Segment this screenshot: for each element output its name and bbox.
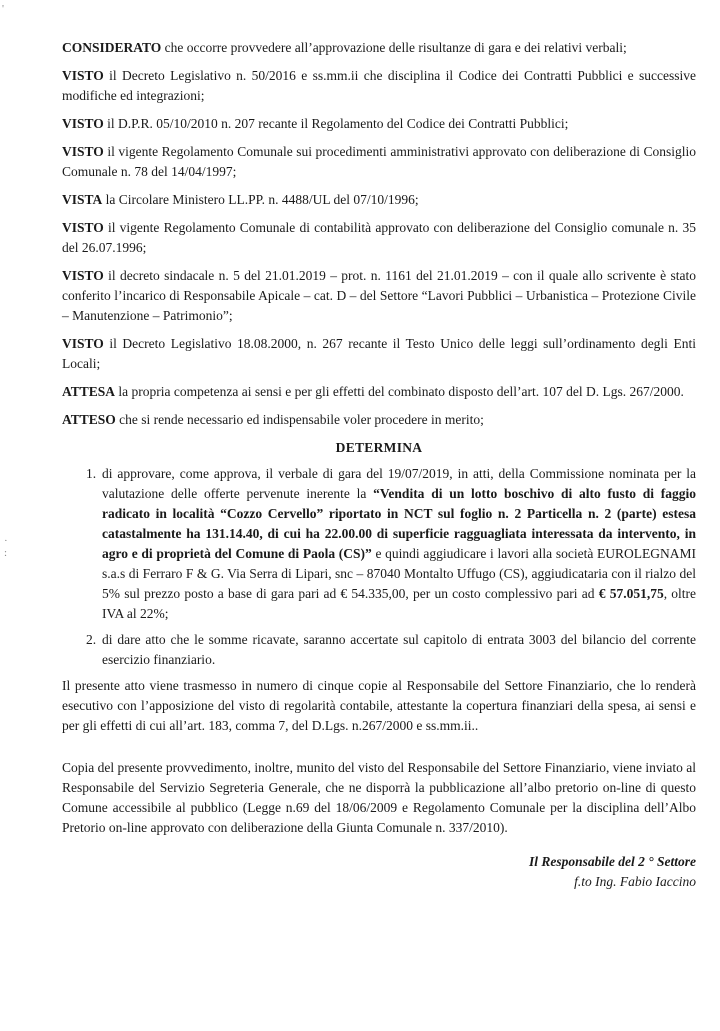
closing-paragraph: Il presente atto viene trasmesso in numero di cinque copie al Responsabile del Settore Finanziario, che lo renderà esecutivo con l’apposizione del visto di regolarità contabile, attestante la copertura finanziari della spesa, ai sensi e per gli effetti di cui all’art. 183, comma 7, del D.Lgs. n.267/2000 e ss.mm.ii..	[62, 678, 696, 733]
keyword: VISTO	[62, 336, 104, 351]
paragraph-text: il D.P.R. 05/10/2010 n. 207 recante il Regolamento del Codice dei Contratti Pubblici;	[107, 116, 569, 131]
paragraph-text: la propria competenza ai sensi e per gli effetti del combinato disposto dell’art. 107 del D. Lgs. 267/2000.	[118, 384, 684, 399]
visto-paragraph	[62, 66, 696, 106]
scan-artifact-mark: '	[2, 3, 4, 15]
keyword: VISTO	[62, 144, 104, 159]
signature-block	[62, 852, 696, 892]
determina-item	[62, 464, 696, 624]
determina-list	[62, 464, 696, 670]
keyword: ATTESA	[62, 384, 116, 399]
item-text: di dare atto che le somme ricavate, saranno accertate sul capitolo di entrata 3003 del bilancio del corrente esercizio finanziario.	[102, 632, 696, 667]
scan-artifact-mark: :	[4, 547, 8, 559]
item-number: 2.	[86, 632, 97, 647]
considerato-paragraph	[62, 38, 696, 58]
closing-paragraph: Copia del presente provvedimento, inoltre, munito del visto del Responsabile del Settore Finanziario, viene inviato al Responsabile del Servizio Segreteria Generale, che ne disporrà la pubblicazione all’albo pretorio on-line di questo Comune accessibile al pubblico (Legge n.69 del 18/06/2009 e Regolamento Comunale per la disciplina dell’Albo Pretorio on-line approvato con deliberazione della Giunta Comunale n. 337/2010).	[62, 760, 696, 835]
visto-paragraph	[62, 142, 696, 182]
keyword: ATTESO	[62, 412, 116, 427]
vista-paragraph	[62, 190, 696, 210]
paragraph-text: che occorre provvedere all’approvazione delle risultanze di gara e dei relativi verbali;	[164, 40, 627, 55]
paragraph-text: il decreto sindacale n. 5 del 21.01.2019 – prot. n. 1161 del 21.01.2019 – con il quale allo scrivente è stato conferito l’incarico di Responsabile Apicale – cat. D – del Settore “Lavori Pubblici – Urbanistica – Protezione Civile – Manutenzione – Patrimonio”;	[62, 268, 696, 323]
document-body	[62, 38, 696, 892]
item-bold-text: € 57.051,75	[598, 586, 664, 601]
keyword: VISTO	[62, 68, 104, 83]
attesa-paragraph	[62, 382, 696, 402]
item-text: e quindi aggiudicare i lavori alla società EUROLEGNAMI s.a.s di Ferraro F & G. Via Serra di Lipari, snc – 87040 Montalto Uffugo (CS), aggiudicataria con il rialzo del 5% sul prezzo posto a base di gara pari ad € 54.335,00, per un costo complessivo pari ad	[102, 546, 696, 601]
keyword: VISTO	[62, 220, 104, 235]
signature-name: f.to Ing. Fabio Iaccino	[574, 874, 696, 889]
determina-item	[62, 630, 696, 670]
keyword: VISTO	[62, 116, 104, 131]
visto-paragraph	[62, 266, 696, 326]
atteso-paragraph	[62, 410, 696, 430]
keyword: CONSIDERATO	[62, 40, 162, 55]
paragraph-text: che si rende necessario ed indispensabile voler procedere in merito;	[119, 412, 484, 427]
paragraph-text: il vigente Regolamento Comunale di contabilità approvato con deliberazione del Consiglio comunale n. 35 del 26.07.1996;	[62, 220, 696, 255]
paragraph-text: il vigente Regolamento Comunale sui procedimenti amministrativi approvato con deliberazione di Consiglio Comunale n. 78 del 14/04/1997;	[62, 144, 697, 179]
paragraph-text: il Decreto Legislativo n. 50/2016 e ss.mm.ii che disciplina il Codice dei Contratti Pubblici e successive modifiche ed integrazioni;	[62, 68, 697, 103]
determina-heading: DETERMINA	[335, 440, 423, 455]
item-bold-text: “Vendita di un lotto boschivo di alto fusto di faggio radicato in località “Cozzo Cervello” riportato in NCT sul foglio n. 2 Particella n. 2 (parte) estesa catastalmente ha 131.14.40, di cui ha 22.00.00 di superficie ragguagliata interessata da intervento, in agro e di proprietà del Comune di Paola (CS)”	[102, 486, 697, 561]
scan-artifact-mark: ·	[4, 535, 8, 547]
keyword: VISTA	[62, 192, 103, 207]
visto-paragraph	[62, 114, 696, 134]
item-text: di approvare, come approva, il verbale di gara del 19/07/2019, in atti, della Commissione nominata per la valutazione delle offerte pervenute inerente la	[102, 466, 696, 501]
paragraph-text: il Decreto Legislativo 18.08.2000, n. 267 recante il Testo Unico delle leggi sull’ordinamento degli Enti Locali;	[62, 336, 696, 371]
paragraph-text: la Circolare Ministero LL.PP. n. 4488/UL del 07/10/1996;	[105, 192, 419, 207]
visto-paragraph	[62, 218, 696, 258]
keyword: VISTO	[62, 268, 104, 283]
item-number: 1.	[86, 466, 97, 481]
signature-role: Il Responsabile del 2 ° Settore	[528, 854, 696, 869]
item-text: , oltre IVA al 22%;	[102, 586, 697, 621]
visto-paragraph	[62, 334, 696, 374]
